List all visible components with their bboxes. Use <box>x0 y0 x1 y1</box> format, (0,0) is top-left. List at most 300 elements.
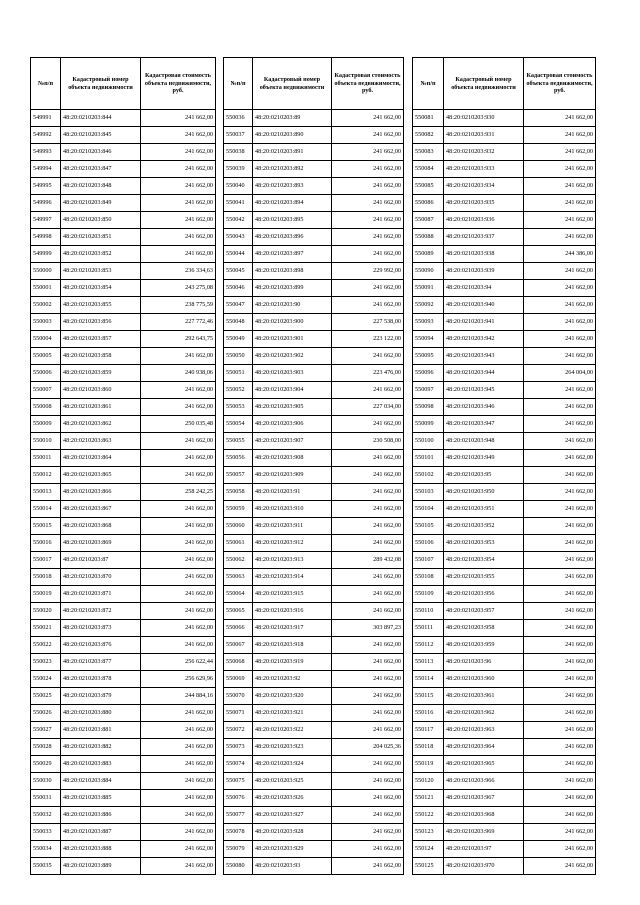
table-row <box>31 637 216 654</box>
table-row <box>413 807 596 824</box>
row-number: 550068 <box>224 654 253 671</box>
cadastral-number: 48:20:0210203:916 <box>253 603 332 620</box>
table-row <box>224 246 404 263</box>
cadastral-number: 48:20:0210203:856 <box>61 314 141 331</box>
row-number: 549991 <box>31 110 61 127</box>
cadastral-number: 48:20:0210203:868 <box>61 518 141 535</box>
row-number: 550007 <box>31 382 61 399</box>
cadastral-number: 48:20:0210203:926 <box>253 790 332 807</box>
cadastral-value: 241 662,00 <box>332 824 404 841</box>
cadastral-number: 48:20:0210203:913 <box>253 552 332 569</box>
cadastral-value: 241 662,00 <box>141 195 216 212</box>
table-row <box>31 161 216 178</box>
cadastral-value: 241 662,00 <box>524 552 596 569</box>
row-number: 550056 <box>224 450 253 467</box>
row-number: 550047 <box>224 297 253 314</box>
table-row <box>224 382 404 399</box>
cadastral-number: 48:20:0210203:879 <box>61 688 141 705</box>
row-number: 550088 <box>413 229 444 246</box>
cadastral-number: 48:20:0210203:881 <box>61 722 141 739</box>
cadastral-value: 241 662,00 <box>524 586 596 603</box>
row-number: 550085 <box>413 178 444 195</box>
cadastral-number: 48:20:0210203:866 <box>61 484 141 501</box>
cadastral-value: 241 662,00 <box>524 807 596 824</box>
cadastral-number: 48:20:0210203:901 <box>253 331 332 348</box>
cadastral-value: 241 662,00 <box>332 127 404 144</box>
row-number: 550076 <box>224 790 253 807</box>
cadastral-value: 227 772,46 <box>141 314 216 331</box>
row-number: 550113 <box>413 654 444 671</box>
table-row <box>413 535 596 552</box>
cadastral-value: 241 662,00 <box>524 518 596 535</box>
table-row <box>413 790 596 807</box>
cadastral-number: 48:20:0210203:884 <box>61 773 141 790</box>
cadastral-number: 48:20:0210203:892 <box>253 161 332 178</box>
cadastral-value: 241 662,00 <box>332 229 404 246</box>
cadastral-value: 241 662,00 <box>524 450 596 467</box>
table-row <box>224 858 404 875</box>
table-row <box>31 824 216 841</box>
cadastral-value: 241 662,00 <box>332 518 404 535</box>
cadastral-value: 241 662,00 <box>524 399 596 416</box>
cadastral-number: 48:20:0210203:958 <box>444 620 524 637</box>
row-number: 550010 <box>31 433 61 450</box>
cadastral-number: 48:20:0210203:845 <box>61 127 141 144</box>
table-row <box>31 722 216 739</box>
row-number: 550122 <box>413 807 444 824</box>
cadastral-value: 241 662,00 <box>332 586 404 603</box>
table-row <box>224 654 404 671</box>
table-row <box>31 365 216 382</box>
row-number: 550086 <box>413 195 444 212</box>
cadastral-value: 241 662,00 <box>332 467 404 484</box>
table-row <box>31 773 216 790</box>
row-number: 549996 <box>31 195 61 212</box>
table-row <box>413 399 596 416</box>
row-number: 550028 <box>31 739 61 756</box>
table-row <box>413 552 596 569</box>
row-number: 550037 <box>224 127 253 144</box>
cadastral-value: 241 662,00 <box>141 246 216 263</box>
row-number: 550069 <box>224 671 253 688</box>
row-number: 550098 <box>413 399 444 416</box>
row-number: 550084 <box>413 161 444 178</box>
row-number: 549992 <box>31 127 61 144</box>
row-number: 549993 <box>31 144 61 161</box>
table-row <box>31 518 216 535</box>
cadastral-value: 241 662,00 <box>332 382 404 399</box>
cadastral-number: 48:20:0210203:929 <box>253 841 332 858</box>
row-number: 550077 <box>224 807 253 824</box>
cadastral-number: 48:20:0210203:952 <box>444 518 524 535</box>
cadastral-value: 241 662,00 <box>332 501 404 518</box>
row-number: 550012 <box>31 467 61 484</box>
table-row <box>413 484 596 501</box>
table-header-row <box>31 58 216 110</box>
table-body <box>413 110 596 875</box>
row-number: 550030 <box>31 773 61 790</box>
row-number: 550109 <box>413 586 444 603</box>
cadastral-value: 241 662,00 <box>332 195 404 212</box>
cadastral-value: 241 662,00 <box>524 722 596 739</box>
cadastral-number: 48:20:0210203:927 <box>253 807 332 824</box>
cadastral-number: 48:20:0210203:899 <box>253 280 332 297</box>
table-row <box>224 688 404 705</box>
cadastral-value: 241 662,00 <box>524 705 596 722</box>
cadastral-number: 48:20:0210203:912 <box>253 535 332 552</box>
table-row <box>224 365 404 382</box>
table-row <box>413 518 596 535</box>
cadastral-number: 48:20:0210203:939 <box>444 263 524 280</box>
row-number: 550005 <box>31 348 61 365</box>
cadastral-number: 48:20:0210203:867 <box>61 501 141 518</box>
table-row <box>224 297 404 314</box>
row-number: 550102 <box>413 467 444 484</box>
row-number: 550073 <box>224 739 253 756</box>
table-row <box>413 212 596 229</box>
table-row <box>31 416 216 433</box>
table-row <box>224 620 404 637</box>
row-number: 550044 <box>224 246 253 263</box>
row-number: 550110 <box>413 603 444 620</box>
cadastral-value: 241 662,00 <box>141 841 216 858</box>
table-row <box>224 807 404 824</box>
cadastral-number: 48:20:0210203:95 <box>444 467 524 484</box>
row-number: 550049 <box>224 331 253 348</box>
cadastral-value: 241 662,00 <box>524 654 596 671</box>
cadastral-number: 48:20:0210203:914 <box>253 569 332 586</box>
cadastral-number: 48:20:0210203:943 <box>444 348 524 365</box>
cadastral-value: 241 662,00 <box>332 705 404 722</box>
cadastral-value: 241 662,00 <box>332 637 404 654</box>
table-row <box>413 195 596 212</box>
cadastral-number: 48:20:0210203:963 <box>444 722 524 739</box>
cadastral-value: 241 662,00 <box>332 671 404 688</box>
row-number: 550111 <box>413 620 444 637</box>
table-row <box>224 110 404 127</box>
row-number: 550053 <box>224 399 253 416</box>
cadastral-value: 204 025,36 <box>332 739 404 756</box>
table-row <box>224 535 404 552</box>
cadastral-number: 48:20:0210203:906 <box>253 416 332 433</box>
row-number: 550038 <box>224 144 253 161</box>
cadastral-number: 48:20:0210203:865 <box>61 467 141 484</box>
cadastral-number: 48:20:0210203:907 <box>253 433 332 450</box>
row-number: 550019 <box>31 586 61 603</box>
cadastral-number: 48:20:0210203:937 <box>444 229 524 246</box>
cadastral-value: 241 662,00 <box>524 569 596 586</box>
cadastral-value: 241 662,00 <box>332 773 404 790</box>
row-number: 550026 <box>31 705 61 722</box>
row-number: 550004 <box>31 331 61 348</box>
table-row <box>224 671 404 688</box>
cadastral-number: 48:20:0210203:956 <box>444 586 524 603</box>
table-row <box>31 807 216 824</box>
cadastral-number: 48:20:0210203:896 <box>253 229 332 246</box>
row-number: 550121 <box>413 790 444 807</box>
cadastral-number: 48:20:0210203:878 <box>61 671 141 688</box>
cadastral-value: 241 662,00 <box>332 161 404 178</box>
table-row <box>31 841 216 858</box>
table-row <box>224 790 404 807</box>
row-number: 550043 <box>224 229 253 246</box>
cadastral-value: 241 662,00 <box>524 195 596 212</box>
table-row <box>31 756 216 773</box>
cadastral-value: 241 662,00 <box>332 603 404 620</box>
row-number: 550080 <box>224 858 253 875</box>
table-row <box>31 603 216 620</box>
table-row <box>413 144 596 161</box>
table-row <box>31 484 216 501</box>
table-row <box>31 348 216 365</box>
cadastral-number: 48:20:0210203:844 <box>61 110 141 127</box>
cadastral-number: 48:20:0210203:955 <box>444 569 524 586</box>
cadastral-value: 241 662,00 <box>141 535 216 552</box>
row-number: 549999 <box>31 246 61 263</box>
cadastral-number: 48:20:0210203:855 <box>61 297 141 314</box>
cadastral-value: 241 662,00 <box>141 705 216 722</box>
cadastral-number: 48:20:0210203:920 <box>253 688 332 705</box>
cadastral-value: 256 629,96 <box>141 671 216 688</box>
cadastral-number: 48:20:0210203:871 <box>61 586 141 603</box>
cadastral-number: 48:20:0210203:947 <box>444 416 524 433</box>
header-cadastral-value: Кадастровая стоимость объекта недвижимости, руб. <box>524 58 596 110</box>
row-number: 550059 <box>224 501 253 518</box>
table-row <box>31 671 216 688</box>
cadastral-number: 48:20:0210203:966 <box>444 773 524 790</box>
cadastral-number: 48:20:0210203:922 <box>253 722 332 739</box>
table-row <box>31 467 216 484</box>
table-row <box>31 535 216 552</box>
cadastral-value: 241 662,00 <box>141 756 216 773</box>
cadastral-value: 244 386,00 <box>524 246 596 263</box>
cadastral-number: 48:20:0210203:940 <box>444 297 524 314</box>
cadastral-number: 48:20:0210203:945 <box>444 382 524 399</box>
cadastral-value: 241 662,00 <box>524 161 596 178</box>
cadastral-value: 241 662,00 <box>524 297 596 314</box>
cadastral-number: 48:20:0210203:883 <box>61 756 141 773</box>
table-row <box>224 416 404 433</box>
row-number: 550119 <box>413 756 444 773</box>
row-number: 549997 <box>31 212 61 229</box>
table-row <box>31 501 216 518</box>
row-number: 550097 <box>413 382 444 399</box>
table-row <box>31 739 216 756</box>
cadastral-number: 48:20:0210203:915 <box>253 586 332 603</box>
cadastral-number: 48:20:0210203:882 <box>61 739 141 756</box>
row-number: 550074 <box>224 756 253 773</box>
cadastral-number: 48:20:0210203:928 <box>253 824 332 841</box>
cadastral-value: 241 662,00 <box>524 331 596 348</box>
cadastral-value: 241 662,00 <box>141 552 216 569</box>
cadastral-number: 48:20:0210203:890 <box>253 127 332 144</box>
cadastral-number: 48:20:0210203:953 <box>444 535 524 552</box>
cadastral-number: 48:20:0210203:87 <box>61 552 141 569</box>
cadastral-number: 48:20:0210203:90 <box>253 297 332 314</box>
table-row <box>413 348 596 365</box>
cadastral-value: 241 662,00 <box>524 637 596 654</box>
cadastral-value: 241 662,00 <box>332 144 404 161</box>
row-number: 550025 <box>31 688 61 705</box>
row-number: 550017 <box>31 552 61 569</box>
cadastral-value: 241 662,00 <box>332 535 404 552</box>
row-number: 550021 <box>31 620 61 637</box>
table-row <box>31 620 216 637</box>
cadastral-number: 48:20:0210203:905 <box>253 399 332 416</box>
cadastral-number: 48:20:0210203:965 <box>444 756 524 773</box>
table-row <box>224 263 404 280</box>
table-row <box>224 569 404 586</box>
cadastral-value: 241 662,00 <box>141 824 216 841</box>
cadastral-value: 241 662,00 <box>524 790 596 807</box>
table-row <box>31 654 216 671</box>
cadastral-number: 48:20:0210203:873 <box>61 620 141 637</box>
row-number: 550016 <box>31 535 61 552</box>
cadastral-number: 48:20:0210203:94 <box>444 280 524 297</box>
table-row <box>224 178 404 195</box>
row-number: 549995 <box>31 178 61 195</box>
table-row <box>31 450 216 467</box>
table-row <box>224 637 404 654</box>
table-row <box>413 569 596 586</box>
row-number: 550090 <box>413 263 444 280</box>
cadastral-value: 241 662,00 <box>524 144 596 161</box>
cadastral-value: 241 662,00 <box>332 569 404 586</box>
table-row <box>224 756 404 773</box>
cadastral-value: 241 662,00 <box>524 501 596 518</box>
table-row <box>224 212 404 229</box>
table-row <box>224 552 404 569</box>
cadastral-number: 48:20:0210203:910 <box>253 501 332 518</box>
table-header-row <box>413 58 596 110</box>
row-number: 550082 <box>413 127 444 144</box>
cadastral-value: 241 662,00 <box>332 484 404 501</box>
cadastral-value: 236 334,63 <box>141 263 216 280</box>
row-number: 550058 <box>224 484 253 501</box>
row-number: 550096 <box>413 365 444 382</box>
table-row <box>224 467 404 484</box>
table-row <box>31 195 216 212</box>
row-number: 550107 <box>413 552 444 569</box>
header-cadastral-number: Кадастровый номер объекта недвижимости <box>444 58 524 110</box>
table-row <box>224 161 404 178</box>
cadastral-value: 241 662,00 <box>524 688 596 705</box>
cadastral-value: 241 662,00 <box>141 501 216 518</box>
table-row <box>224 722 404 739</box>
table-row <box>31 569 216 586</box>
cadastral-number: 48:20:0210203:938 <box>444 246 524 263</box>
table-row <box>31 212 216 229</box>
table-row <box>413 841 596 858</box>
cadastral-number: 48:20:0210203:893 <box>253 178 332 195</box>
cadastral-number: 48:20:0210203:898 <box>253 263 332 280</box>
cadastral-value: 241 662,00 <box>332 348 404 365</box>
table-row <box>224 127 404 144</box>
cadastral-value: 241 662,00 <box>524 739 596 756</box>
row-number: 550009 <box>31 416 61 433</box>
row-number: 550061 <box>224 535 253 552</box>
table-row <box>413 416 596 433</box>
cadastral-value: 241 662,00 <box>141 518 216 535</box>
row-number: 550039 <box>224 161 253 178</box>
table-body <box>31 110 216 875</box>
cadastral-number: 48:20:0210203:846 <box>61 144 141 161</box>
row-number: 550117 <box>413 722 444 739</box>
row-number: 550008 <box>31 399 61 416</box>
cadastral-value: 241 662,00 <box>332 212 404 229</box>
cadastral-number: 48:20:0210203:923 <box>253 739 332 756</box>
row-number: 550089 <box>413 246 444 263</box>
cadastral-value: 227 538,00 <box>332 314 404 331</box>
row-number: 550003 <box>31 314 61 331</box>
cadastral-value: 241 662,00 <box>141 229 216 246</box>
table-row <box>413 127 596 144</box>
table-row <box>413 756 596 773</box>
cadastral-number: 48:20:0210203:862 <box>61 416 141 433</box>
row-number: 550062 <box>224 552 253 569</box>
cadastral-number: 48:20:0210203:924 <box>253 756 332 773</box>
cadastral-number: 48:20:0210203:959 <box>444 637 524 654</box>
row-number: 550032 <box>31 807 61 824</box>
row-number: 550052 <box>224 382 253 399</box>
cadastral-value: 241 662,00 <box>332 297 404 314</box>
cadastral-value: 264 004,00 <box>524 365 596 382</box>
table-row <box>413 280 596 297</box>
cadastral-number: 48:20:0210203:889 <box>61 858 141 875</box>
cadastral-number: 48:20:0210203:968 <box>444 807 524 824</box>
row-number: 550067 <box>224 637 253 654</box>
table-row <box>413 110 596 127</box>
cadastral-number: 48:20:0210203:861 <box>61 399 141 416</box>
cadastral-value: 241 662,00 <box>524 756 596 773</box>
cadastral-value: 241 662,00 <box>141 399 216 416</box>
cadastral-value: 241 662,00 <box>332 280 404 297</box>
row-number: 550123 <box>413 824 444 841</box>
cadastral-table-2 <box>223 57 404 875</box>
row-number: 550042 <box>224 212 253 229</box>
cadastral-value: 241 662,00 <box>524 212 596 229</box>
cadastral-value: 241 662,00 <box>332 722 404 739</box>
cadastral-value: 241 662,00 <box>141 110 216 127</box>
cadastral-value: 241 662,00 <box>332 807 404 824</box>
cadastral-number: 48:20:0210203:885 <box>61 790 141 807</box>
cadastral-number: 48:20:0210203:950 <box>444 484 524 501</box>
cadastral-number: 48:20:0210203:847 <box>61 161 141 178</box>
table-row <box>224 399 404 416</box>
cadastral-number: 48:20:0210203:903 <box>253 365 332 382</box>
row-number: 550040 <box>224 178 253 195</box>
cadastral-value: 223 122,00 <box>332 331 404 348</box>
cadastral-number: 48:20:0210203:895 <box>253 212 332 229</box>
cadastral-value: 241 662,00 <box>524 467 596 484</box>
cadastral-number: 48:20:0210203:869 <box>61 535 141 552</box>
cadastral-value: 243 275,08 <box>141 280 216 297</box>
table-row <box>413 382 596 399</box>
cadastral-value: 241 662,00 <box>332 756 404 773</box>
cadastral-number: 48:20:0210203:967 <box>444 790 524 807</box>
row-number: 550020 <box>31 603 61 620</box>
cadastral-value: 241 662,00 <box>524 229 596 246</box>
cadastral-table-1 <box>30 57 216 875</box>
cadastral-number: 48:20:0210203:852 <box>61 246 141 263</box>
table-row <box>413 161 596 178</box>
table-row <box>413 603 596 620</box>
cadastral-value: 241 662,00 <box>141 450 216 467</box>
row-number: 550006 <box>31 365 61 382</box>
cadastral-value: 227 034,00 <box>332 399 404 416</box>
row-number: 550078 <box>224 824 253 841</box>
cadastral-number: 48:20:0210203:93 <box>253 858 332 875</box>
